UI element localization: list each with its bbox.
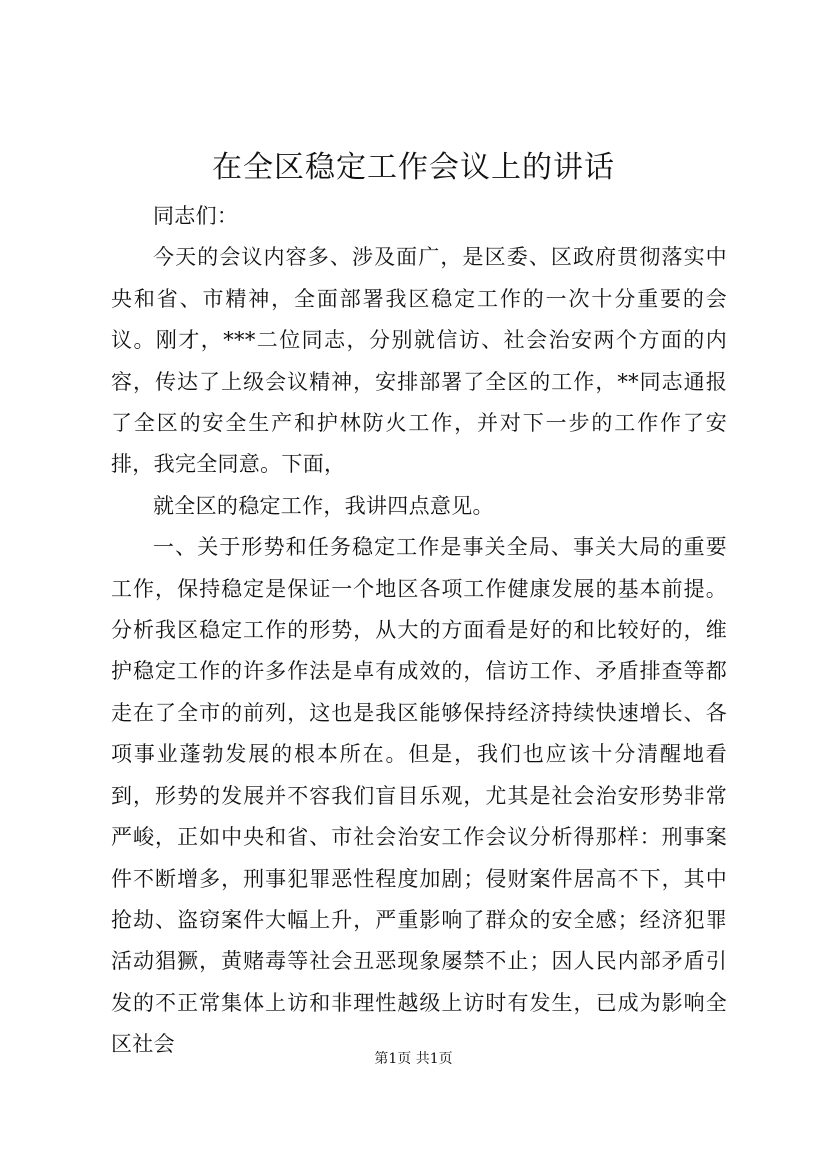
topic-paragraph: 就全区的稳定工作，我讲四点意见。 xyxy=(153,493,494,518)
document-title: 在全区稳定工作会议上的讲话 xyxy=(212,150,615,185)
page-footer: 第1页 共1页 xyxy=(374,1051,453,1067)
document-body xyxy=(111,196,727,1066)
salutation-paragraph: 同志们： xyxy=(153,204,239,228)
intro-paragraph: 今天的会议内容多、涉及面广，是区委、区政府贯彻落实中央和省、市精神，全面部署我区稳定工作的一次十分重要的会议。刚才，***二位同志，分别就信访、社会治安两个方面的内容，传达了上级会议精神，安排部署了全区的工作，**同志通报了全区的安全生产和护林防火工作，并对下一步的工作作了安排，我完全同意。下面， xyxy=(111,245,727,477)
situation-paragraph: 一、关于形势和任务稳定工作是事关全局、事关大局的重要工作，保持稳定是保证一个地区各项工作健康发展的基本前提。分析我区稳定工作的形势，从大的方面看是好的和比较好的，维护稳定工作的许多作法是卓有成效的，信访工作、矛盾排查等都走在了全市的前列，这也是我区能够保持经济持续快速增长、各项事业蓬勃发展的根本所在。但是，我们也应该十分清醒地看到，形势的发展并不容我们盲目乐观，尤其是社会治安形势非常严峻，正如中央和省、市社会治安工作会议分析得那样：刑事案件不断增多，刑事犯罪恶性程度加剧；侵财案件居高不下，其中抢劫、盗窃案件大幅上升，严重影响了群众的安全感；经济犯罪活动猖獗，黄赌毒等社会丑恶现象屡禁不止；因人民内部矛盾引发的不正常集体上访和非理性越级上访时有发生，已成为影响全区社会 xyxy=(111,535,727,1057)
